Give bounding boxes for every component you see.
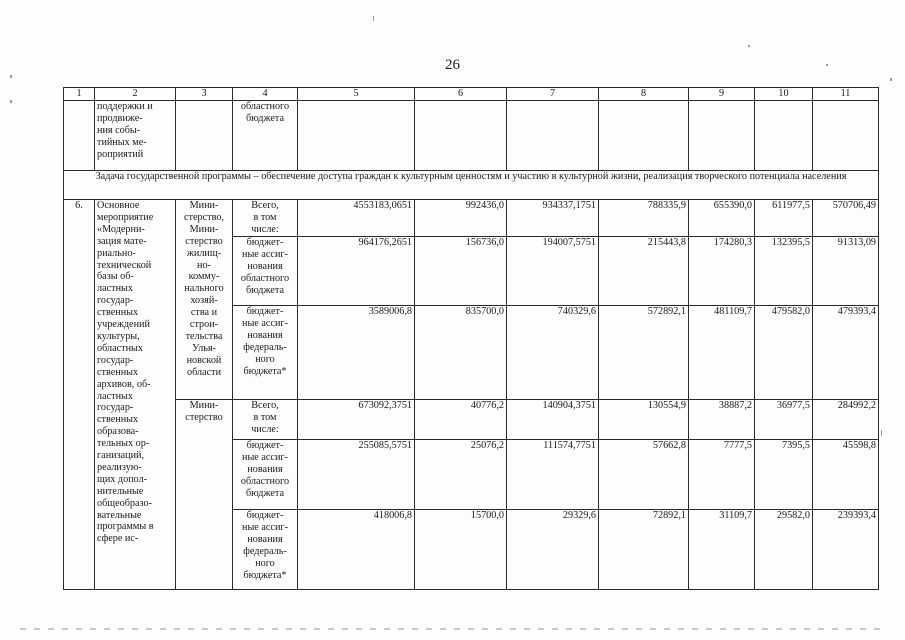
value-cell: 15700,0 [415, 510, 507, 590]
page-number: 26 [445, 57, 460, 73]
value-cell: 140904,3751 [507, 400, 599, 440]
measure-description: Основное мероприятие «Модерни- зация мате- риально- технической базы об- ластных государ- ственных учреждений культуры, областных государ- ственных архивов, об- ластных государ- ственных образова- тельных ор- ганизаций, реализую- щих допол- нительные общеобразо- вательные программы в сфере ис- [95, 200, 176, 590]
value-cell: 934337,1751 [507, 200, 599, 237]
value-cell: 284992,2 [813, 400, 879, 440]
continued-measure-name: поддержки и продвиже- ния собы- тийных ме- роприятий [95, 101, 176, 171]
table-cell [507, 101, 599, 171]
value-cell: 194007,5751 [507, 237, 599, 306]
funding-source: Всего, в том числе: [233, 400, 298, 440]
table-cell [599, 101, 689, 171]
scan-speck [10, 100, 12, 103]
funding-source: бюджет- ные ассиг- нования федераль- ного бюджета* [233, 510, 298, 590]
table-row [64, 200, 879, 237]
value-cell: 835700,0 [415, 306, 507, 400]
table-cell [755, 101, 813, 171]
value-cell: 29582,0 [755, 510, 813, 590]
value-cell: 992436,0 [415, 200, 507, 237]
value-cell: 3589006,8 [298, 306, 415, 400]
value-cell: 215443,8 [599, 237, 689, 306]
scan-speck [10, 75, 12, 78]
header-cell: 7 [507, 88, 599, 101]
funding-source: Всего, в том числе: [233, 200, 298, 237]
continuation-row [64, 101, 879, 171]
header-cell: 9 [689, 88, 755, 101]
header-cell: 1 [64, 88, 95, 101]
header-cell: 8 [599, 88, 689, 101]
value-cell: 29329,6 [507, 510, 599, 590]
scan-speck [826, 64, 828, 66]
value-cell: 4553183,0651 [298, 200, 415, 237]
funding-source: бюджет- ные ассиг- нования федераль- ного бюджета* [233, 306, 298, 400]
header-row [64, 88, 879, 101]
value-cell: 36977,5 [755, 400, 813, 440]
header-cell: 11 [813, 88, 879, 101]
value-cell: 788335,9 [599, 200, 689, 237]
table-cell [415, 101, 507, 171]
item-number: 6. [64, 200, 95, 590]
header-cell: 6 [415, 88, 507, 101]
header-cell: 3 [176, 88, 233, 101]
table-cell [813, 101, 879, 171]
value-cell: 570706,49 [813, 200, 879, 237]
value-cell: 740329,6 [507, 306, 599, 400]
value-cell: 655390,0 [689, 200, 755, 237]
value-cell: 964176,2651 [298, 237, 415, 306]
value-cell: 156736,0 [415, 237, 507, 306]
value-cell: 572892,1 [599, 306, 689, 400]
table-cell [298, 101, 415, 171]
table-cell [64, 101, 95, 171]
value-cell: 7395,5 [755, 440, 813, 510]
value-cell: 31109,7 [689, 510, 755, 590]
table-cell [176, 101, 233, 171]
value-cell: 111574,7751 [507, 440, 599, 510]
value-cell: 132395,5 [755, 237, 813, 306]
value-cell: 72892,1 [599, 510, 689, 590]
table-row [64, 400, 879, 440]
task-row [64, 171, 879, 200]
scan-speck [890, 78, 892, 81]
value-cell: 40776,2 [415, 400, 507, 440]
value-cell: 130554,9 [599, 400, 689, 440]
value-cell: 418006,8 [298, 510, 415, 590]
value-cell: 91313,09 [813, 237, 879, 306]
value-cell: 57662,8 [599, 440, 689, 510]
value-cell: 38887,2 [689, 400, 755, 440]
funding-source: бюджет- ные ассиг- нования областного бюджета [233, 440, 298, 510]
header-cell: 4 [233, 88, 298, 101]
value-cell: 611977,5 [755, 200, 813, 237]
value-cell: 239393,4 [813, 510, 879, 590]
continued-funding-source: областного бюджета [233, 101, 298, 171]
program-task: Задача государственной программы – обеспечение доступа граждан к культурным ценностям и участию в культурной жизни, реализация творческого потенциала населения [64, 171, 879, 200]
value-cell: 479393,4 [813, 306, 879, 400]
scan-speck [373, 16, 374, 21]
scan-speck [748, 45, 750, 47]
scan-speck [881, 430, 882, 436]
value-cell: 45598,8 [813, 440, 879, 510]
value-cell: 174280,3 [689, 237, 755, 306]
table-cell [689, 101, 755, 171]
value-cell: 255085,5751 [298, 440, 415, 510]
value-cell: 481109,7 [689, 306, 755, 400]
header-cell: 5 [298, 88, 415, 101]
funding-source: бюджет- ные ассиг- нования областного бюджета [233, 237, 298, 306]
header-cell: 10 [755, 88, 813, 101]
executor-ministry: Мини- стерство [176, 400, 233, 590]
budget-table [63, 87, 879, 590]
value-cell: 673092,3751 [298, 400, 415, 440]
scan-bottom-line [20, 628, 880, 630]
value-cell: 479582,0 [755, 306, 813, 400]
value-cell: 25076,2 [415, 440, 507, 510]
value-cell: 7777,5 [689, 440, 755, 510]
executor-ministries: Мини- стерство, Мини- стерство жилищ- но- комму- нального хозяй- ства и строи- тельства Улья- новской области [176, 200, 233, 400]
header-cell: 2 [95, 88, 176, 101]
